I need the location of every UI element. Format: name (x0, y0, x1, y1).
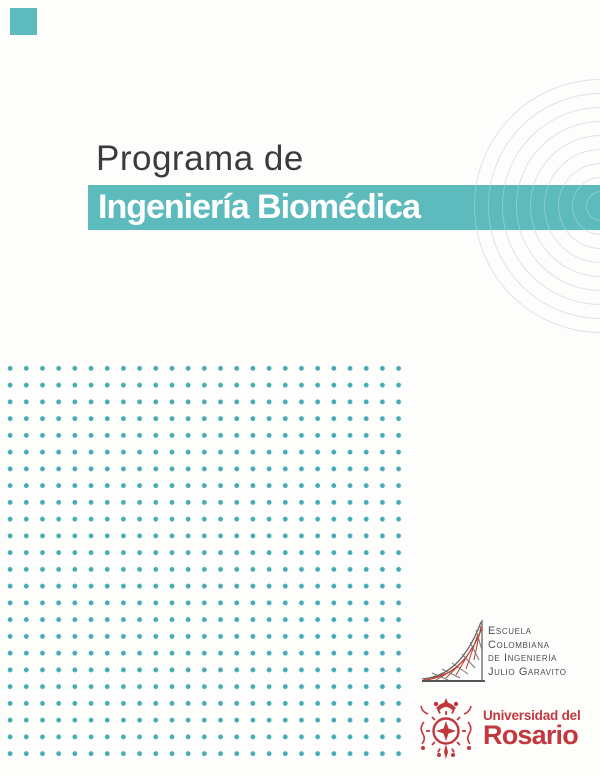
dot-pattern (2, 360, 407, 763)
escuela-line-4: Julio Garavito (488, 666, 567, 679)
escuela-line-2: Colombiana (488, 638, 550, 651)
circle-ring (586, 191, 600, 221)
escuela-wordmark (488, 625, 600, 680)
rosario-wordmark-name: Rosario (483, 720, 578, 750)
circle-ring (502, 185, 600, 230)
circle-ring (558, 185, 600, 230)
accent-square (10, 8, 37, 35)
circle-ring (488, 185, 600, 230)
escuela-line-1: Escuela (488, 625, 532, 637)
title-banner (88, 185, 600, 230)
circle-ring (544, 185, 600, 230)
circle-ring (516, 185, 600, 230)
escuela-line-3: de Ingeniería (488, 652, 558, 665)
kicker-heading: Programa de (96, 139, 304, 178)
growth-curve-logo-icon (420, 616, 486, 684)
rosario-crest-icon (416, 696, 476, 761)
circle-ring (572, 185, 600, 230)
program-title: Ingeniería Biomédica (98, 188, 420, 226)
rosario-wordmark-top: Universidad del (483, 708, 581, 723)
circle-ring (474, 185, 600, 230)
circle-ring (530, 185, 600, 230)
